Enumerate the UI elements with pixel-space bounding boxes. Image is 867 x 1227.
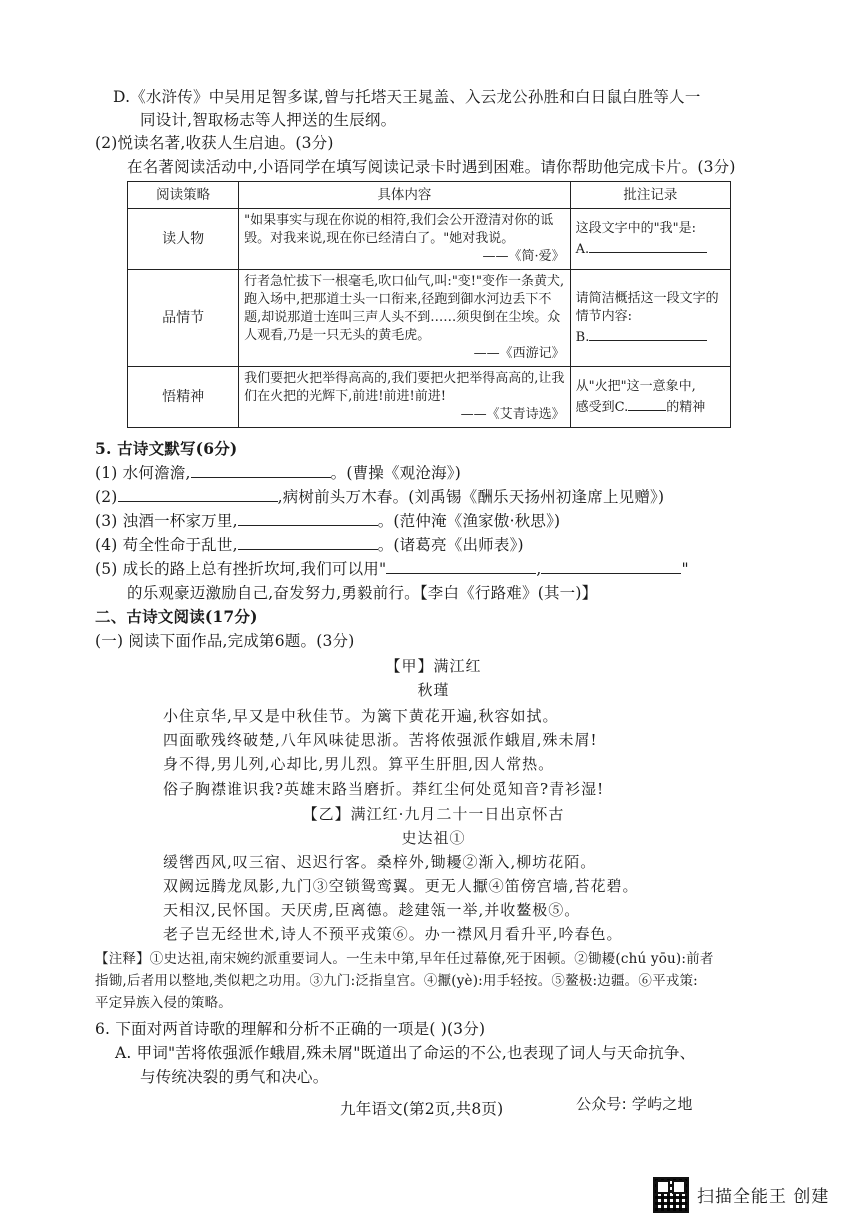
table-header-row (128, 182, 731, 209)
answer-blank-c[interactable] (628, 396, 666, 411)
q5-line3 (95, 510, 560, 532)
poem2-author: 史达祖① (401, 829, 466, 847)
answer-label-a: A. (575, 241, 590, 257)
answer-blank-b[interactable] (589, 326, 707, 341)
poem2-line: 天相汉,民怀国。天厌虏,臣离德。趁建瓴一举,并收鳌极⑤。 (163, 901, 581, 919)
row-source: ——《西游记》 (473, 346, 565, 361)
note-answer-line (576, 326, 725, 347)
q5-l4-prefix: (4) 苟全性命于乱世, (95, 536, 238, 554)
section2-title: 二、古诗文阅读(17分) (95, 607, 258, 626)
q5-l5-prefix: (5) 成长的路上总有挫折坎坷,我们可以用" (95, 560, 387, 578)
answer-blank-a[interactable] (589, 238, 707, 253)
q5-l3-suffix: 。(范仲淹《渔家傲·秋思》) (377, 512, 561, 530)
poem1-line: 四面歌残终破楚,八年风味徒思浙。苦将侬强派作蛾眉,殊未屑! (163, 731, 598, 749)
poem1-title: 【甲】满江红 (385, 657, 482, 675)
q5-blank-2[interactable] (118, 487, 278, 502)
answer-label-b: B. (575, 329, 590, 345)
row-strategy: 读人物 (128, 209, 239, 270)
q5-l2-suffix: ,病树前头万木春。(刘禹锡《酬乐天扬州初逢席上见赠》) (277, 488, 665, 506)
poem2-title: 【乙】满江红·九月二十一日出京怀古 (302, 805, 565, 823)
qr-code-icon (653, 1177, 689, 1213)
q5-blank-5b[interactable] (541, 559, 681, 574)
row-content-text: 我们要把火把举得高高的,我们要把火把举得高高的,让我们在火把的光辉下,前进!前进!前进! (244, 371, 565, 404)
table-row (128, 270, 731, 367)
poem1-author: 秋瑾 (417, 681, 450, 699)
poem2-line: 缓辔西风,叹三宿、迟迟行客。桑梓外,锄耰②渐入,柳坊花陌。 (163, 853, 597, 871)
q5-line4 (95, 534, 524, 556)
row-strategy: 悟精神 (128, 367, 239, 428)
note-answer-line (576, 396, 725, 417)
q5-l1-suffix: 。(曹操《观沧海》) (330, 464, 461, 482)
q4-option-d-line2: 同设计,智取杨志等人押送的生辰纲。 (140, 111, 397, 129)
q5-l1-prefix: (1) 水何澹澹, (95, 464, 191, 482)
poem2-line: 老子岂无经世术,诗人不预平戎策⑥。办一襟风月看升平,吟春色。 (163, 925, 623, 943)
q5-l4-suffix: 。(诸葛亮《出师表》) (377, 536, 524, 554)
page-number: 九年语文(第2页,共8页) (340, 1100, 504, 1118)
row-content-text: 行者急忙拔下一根毫毛,吹口仙气,叫:"变!"变作一条黄犬,跑入场中,把那道士头一口衔来,径跑到御水河边丢下不题,却说那道士连叫三声人头不到……须臾倒在尘埃。众人观看,乃是一只无头的黄毛虎。 (244, 274, 565, 343)
poem2-line: 双阙远腾龙凤影,九门③空锁鸳鸾翼。更无人擫④笛傍宫墙,苔花碧。 (163, 877, 639, 895)
notes-line1: 【注释】①史达祖,南宋婉约派重要词人。一生未中第,早年任过幕僚,死于困顿。②锄耰(chú yōu):前者 (95, 951, 714, 967)
row-note (570, 270, 730, 367)
wechat-account: 公众号: 学屿之地 (576, 1095, 693, 1113)
q4-part2-title: (2)悦读名著,收获人生启迪。(3分) (95, 134, 334, 152)
notes-line3: 平定异族入侵的策略。 (95, 995, 232, 1011)
q6-option-a-line1: A. 甲词"苦将侬强派作蛾眉,殊未屑"既道出了命运的不公,也表现了词人与天命抗争、 (115, 1044, 696, 1062)
row-source: ——《艾青诗选》 (460, 407, 565, 422)
q4-option-d-line1: D.《水浒传》中吴用足智多谋,曾与托塔天王晁盖、入云龙公孙胜和白日鼠白胜等人一 (113, 88, 701, 106)
q5-l5-close-quote: " (681, 560, 689, 578)
row-note (570, 209, 730, 270)
q5-line2 (95, 486, 664, 508)
poem1-line: 俗子胸襟谁识我?英雄末路当磨折。莽红尘何处觅知音?青衫湿! (163, 780, 605, 798)
row-strategy: 品情节 (128, 270, 239, 367)
row-content (239, 270, 570, 367)
q5-l2-prefix: (2) (95, 488, 118, 506)
note-answer-line (576, 238, 725, 259)
q5-title: 5. 古诗文默写(6分) (95, 439, 238, 458)
row-content (239, 209, 570, 270)
row-content-text: "如果事实与现在你说的相符,我们会公开澄清对你的诋毁。对我来说,现在你已经清白了。"她对我说。 (244, 213, 554, 246)
q5-blank-5a[interactable] (386, 559, 536, 574)
q5-blank-3[interactable] (238, 511, 378, 526)
note-prompt: 请简洁概括这一段文字的情节内容: (575, 290, 719, 324)
header-strategy: 阅读策略 (128, 182, 239, 209)
notes-line2: 指锄,后者用以整地,类似耙之功用。③九门:泛指皇宫。④擫(yè):用手轻按。⑤鳌极:边疆。⑥平戎策: (95, 973, 698, 989)
row-source: ——《简·爱》 (482, 249, 565, 264)
answer-suffix-c: 的精神 (666, 399, 706, 415)
q5-line5-cont: 的乐观豪迈激励自己,奋发努力,勇毅前行。【李白《行路难》(其一)】 (127, 584, 598, 602)
q6-option-a-line2: 与传统决裂的勇气和决心。 (140, 1068, 329, 1086)
row-note (570, 367, 730, 428)
answer-label-c: 感受到C. (575, 399, 629, 415)
q5-l5-comma: , (536, 560, 542, 578)
q5-l3-prefix: (3) 浊酒一杯家万里, (95, 512, 238, 530)
note-prompt: 这段文字中的"我"是: (575, 220, 696, 236)
table-row (128, 367, 731, 428)
q5-blank-4[interactable] (238, 535, 378, 550)
scanner-watermark: 扫描全能王 创建 (697, 1187, 830, 1207)
poem1-line: 身不得,男儿列,心却比,男儿烈。算平生肝胆,因人常热。 (163, 755, 555, 773)
section2-sub1: (一) 阅读下面作品,完成第6题。(3分) (95, 632, 355, 650)
table-row (128, 209, 731, 270)
q6-stem: 6. 下面对两首诗歌的理解和分析不正确的一项是( )(3分) (95, 1020, 486, 1038)
row-content (239, 367, 570, 428)
note-prompt: 从"火把"这一意象中, (575, 378, 696, 394)
poem1-line: 小住京华,早又是中秋佳节。为篱下黄花开遍,秋容如拭。 (163, 707, 559, 725)
q5-blank-1[interactable] (191, 463, 331, 478)
header-content: 具体内容 (239, 182, 570, 209)
q5-line5 (95, 558, 689, 580)
reading-record-table (127, 181, 731, 428)
q4-part2-intro: 在名著阅读活动中,小语同学在填写阅读记录卡时遇到困难。请你帮助他完成卡片。(3分) (127, 158, 736, 176)
q5-line1 (95, 462, 461, 484)
header-notes: 批注记录 (570, 182, 730, 209)
